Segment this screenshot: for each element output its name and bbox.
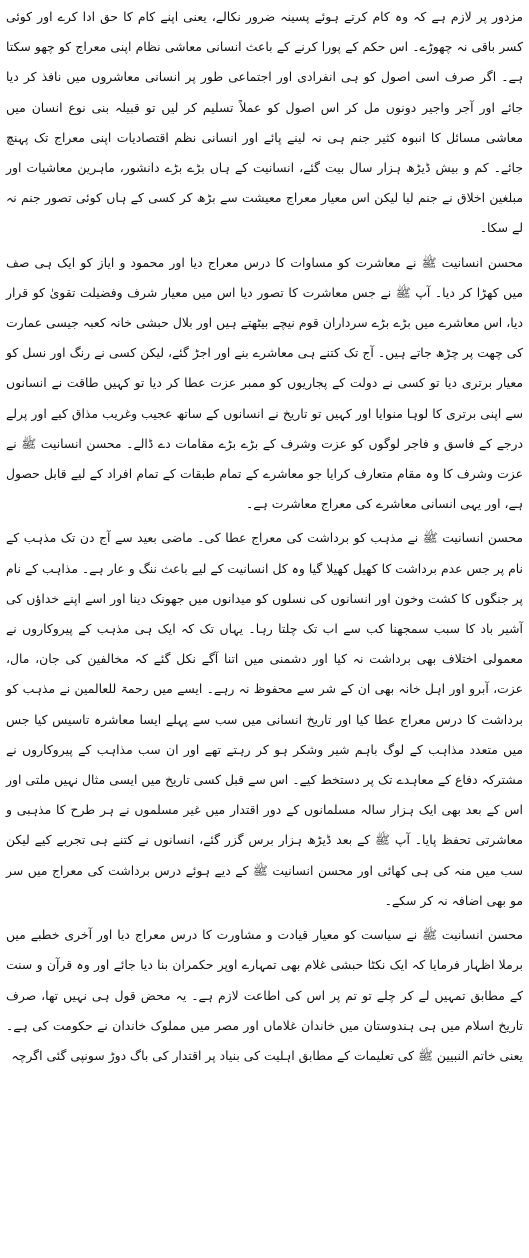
paragraph-social-equality: محسن انسانیت ﷺ نے معاشرت کو مساوات کا درس معراج دیا اور محمود و ایاز کو ایک ہی صف میں کھڑا کر دیا۔ آپ ﷺ نے جس معاشرت کا تصور دیا اس میں معیار شرف وفضیلت تقویٰ کو قرار دیا، اس معاشرے میں بڑے بڑے سرداران قوم نیچے بیٹھتے ہیں اور بلال حبشی خانہ کعبہ جیسی عمارت کی چھت پر چڑھ جاتے ہیں۔ آج تک کتنے ہی معاشرے بنے اور اجڑ گئے، لیکن کسی نے رنگ اور نسل کو معیار برتری دیا تو کسی نے دولت کے پجاریوں کو ممبر عزت عطا کر دیا تو کہیں طاقت نے انسانوں سے اپنی برتری کا لوہا منوایا اور کہیں تو تاریخ نے انسانوں کے ساتھ عجیب وغریب مذاق کیے اور پرلے درجے کے فاسق و فاجر لوگوں کو عزت وشرف کے بڑے بڑے مقامات دے ڈالے۔ محسن انسانیت ﷺ نے عزت وشرف کا وہ مقام متعارف کرایا جو معاشرے کے تمام طبقات کے تمام افراد کے لیے قابل حصول ہے، اور یہی انسانی معاشرے کی معراج معاشرت ہے۔ <box>6 254 523 512</box>
paragraph-political-leadership: محسن انسانیت ﷺ نے سیاست کو معیار قیادت و مشاورت کا درس معراج دیا اور آخری خطبے میں برملا اظہار فرمایا کہ ایک نکٹا حبشی غلام بھی تمہارے اوپر حکمران بنا دیا جائے اور وہ قرآن و سنت کے مطابق تمہیں لے کر چلے تو تم پر اس کی اطاعت لازم ہے۔ یہ محض قول ہی نہیں تھا، صرف تاریخ اسلام میں ہی ہندوستان میں خاندان غلاماں اور مصر میں مملوک خاندان نے حکومت کی ہے۔ یعنی خاتم النبیین ﷺ کی تعلیمات کے مطابق اہلیت کی بنیاد پر اقتدار کی باگ دوڑ سونپی گئی اگرچہ <box>6 927 523 1063</box>
paragraph-religious-tolerance: محسن انسانیت ﷺ نے مذہب کو برداشت کی معراج عطا کی۔ ماضی بعید سے آج دن تک مذہب کے نام پر جس عدم برداشت کا کھیل کھیلا گیا وہ کل انسانیت کے لیے باعث ننگ و عار ہے۔ مذاہب کے نام پر جنگوں کا کشت وخون اور انسانوں کی نسلوں کو میدانوں میں جھونک دینا اور اسے اپنے خداؤں کی آشیر باد کا سبب سمجھنا کب سے اب تک چلتا رہا۔ یہاں تک کہ ایک ہی مذہب کے پیروکاروں نے معمولی اختلاف بھی برداشت نہ کیا اور دشمنی میں اتنا آگے نکل گئے کہ مخالفین کی جان، مال، عزت، آبرو اور اہل خانہ بھی ان کے شر سے محفوظ نہ رہے۔ ایسے میں رحمۃ للعالمین نے مذہب کو برداشت کا درس معراج عطا کیا اور تاریخ انسانی میں سب سے پہلے ایسا معاشرہ تاسیس کیا جس میں متعدد مذاہب کے لوگ باہم شیر وشکر ہو کر رہتے تھے اور ان سب مذاہب کے پیروکاروں نے مشترکہ دفاع کے معاہدے تک پر دستخط کیے۔ اس سے قبل کسی تاریخ میں ایسی مثال نہیں ملتی اور اس کے بعد بھی ایک ہزار سالہ مسلمانوں کے دور اقتدار میں غیر مسلموں نے ہر طرح کا مذہبی و معاشرتی تحفظ پایا۔ آپ ﷺ کے بعد ڈیڑھ ہزار برس گزر گئے، انسانوں نے کتنے ہی تجربے کیے لیکن سب میں منہ کی ہی کھائی اور محسن انسانیت ﷺ کے دیے ہوئے درس برداشت کی معراج میں سر مو بھی اضافہ نہ کر سکے۔ <box>6 530 523 908</box>
paragraph-labor-economy: مزدور پر لازم ہے کہ وہ کام کرتے ہوئے پسینہ ضرور نکالے، یعنی اپنے کام کا حق ادا کرے اور کوئی کسر باقی نہ چھوڑے۔ اس حکم کے پورا کرنے کے باعث انسانی معاشی نظام اپنی معراج کو چھو سکتا ہے۔ اگر صرف اسی اصول کو ہی انفرادی اور اجتماعی طور پر انسانی معاشروں میں نافذ کر دیا جائے اور آجر واجیر دونوں مل کر اس اصول کو عملاً تسلیم کر لیں تو قبیلہ بنی نوع انسان میں معاشی مسائل کا انبوہ کثیر جنم ہی نہ لینے پائے اور انسانی نظم اقتصادیات اپنی معراج تک پہنچ جائے۔ کم و بیش ڈیڑھ ہزار سال بیت گئے، انسانیت کے ہاں بڑے بڑے دانشور، ماہرین معاشیات اور مبلغین اخلاق نے جنم لیا لیکن اس معیار معراج معیشت سے بڑھ کر کسی کے ہاں کوئی تصور جنم نہ لے سکا۔ <box>6 9 523 236</box>
